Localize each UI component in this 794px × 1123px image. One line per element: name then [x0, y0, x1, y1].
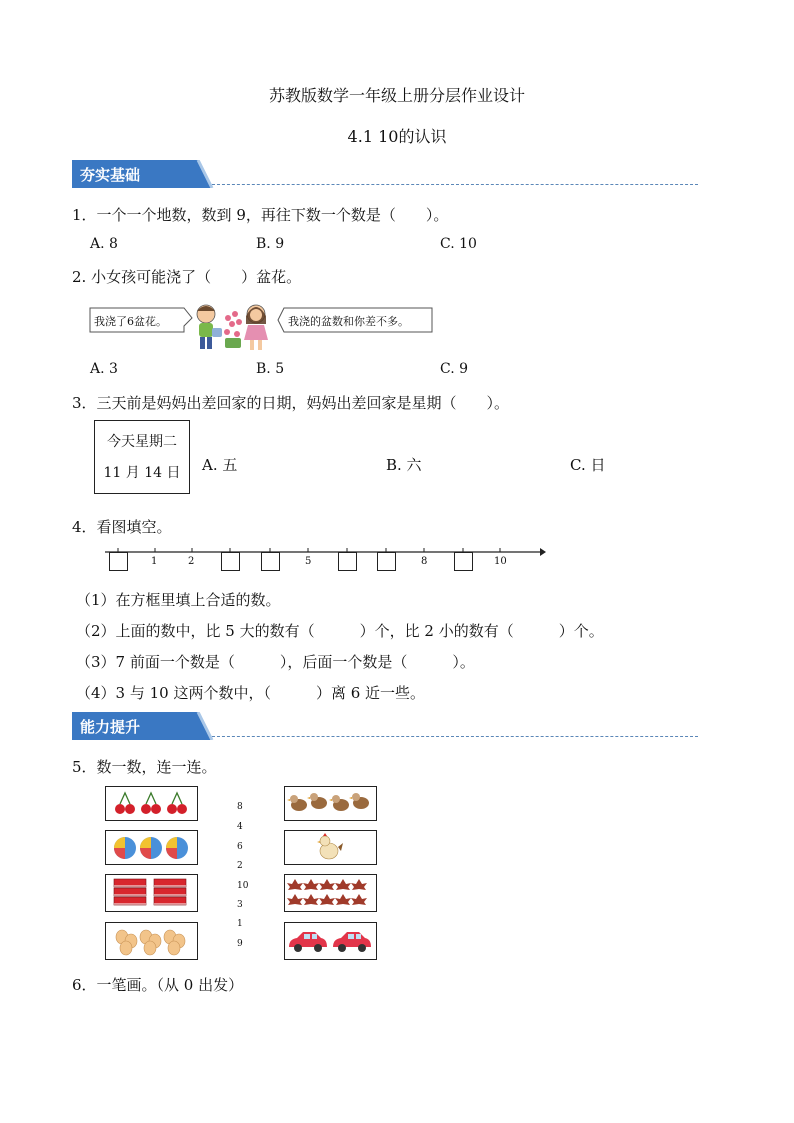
ball-icon [106, 831, 196, 863]
section-banner-advanced [72, 712, 212, 740]
number-line-tick-5: 5 [305, 556, 312, 567]
section-banner-basic [72, 160, 212, 188]
q4-sub-4: （4）3 与 10 这两个数中，（ ）离 6 近一些。 [76, 684, 426, 702]
number-line-blank-box[interactable] [109, 552, 128, 571]
section-title-basic: 夯实基础 [80, 166, 141, 184]
picture-birds[interactable] [284, 786, 377, 821]
q4-sub-2: （2）上面的数中，比 5 大的数有（ ）个，比 2 小的数有（ ）个。 [76, 622, 604, 640]
match-number[interactable]: 10 [237, 881, 249, 891]
q2-option-c: C. 9 [440, 361, 469, 377]
maple-leaf-icon [285, 875, 375, 910]
picture-chicken[interactable] [284, 830, 377, 865]
match-number[interactable]: 1 [237, 919, 243, 929]
q3-option-a: A. 五 [202, 456, 238, 474]
question-1: 1．一个一个地数，数到 9，再往下数一个数是（ ）。 [72, 206, 449, 224]
book-stack-icon [106, 875, 196, 910]
number-line-tick-1: 1 [151, 556, 158, 567]
question-4: 4．看图填空。 [72, 518, 172, 536]
q2-illustration [88, 300, 438, 355]
match-number[interactable]: 8 [237, 802, 243, 812]
q3-option-c: C. 日 [570, 456, 606, 474]
number-line-tick-10: 10 [494, 556, 507, 567]
bird-icon [285, 787, 375, 819]
match-number[interactable]: 3 [237, 900, 243, 910]
question-5: 5．数一数，连一连。 [72, 758, 217, 776]
page-title: 苏教版数学一年级上册分层作业设计 [268, 86, 525, 105]
question-2: 2. 小女孩可能浇了（ ）盆花。 [72, 268, 302, 286]
question-3: 3．三天前是妈妈出差回家的日期，妈妈出差回家是星期（ ）。 [72, 394, 510, 412]
question-6: 6．一笔画。（从 0 出发） [72, 976, 244, 994]
q3-calendar-weekday: 今天星期二 [107, 434, 177, 450]
q2-option-a: A. 3 [90, 361, 118, 377]
q3-calendar-box [94, 420, 190, 494]
number-line-tick-8: 8 [421, 556, 428, 567]
chicken-icon [285, 831, 375, 863]
q2-bubble-girl: 我浇的盆数和你差不多。 [288, 315, 409, 328]
match-number[interactable]: 4 [237, 822, 243, 832]
cherries-icon [106, 787, 196, 819]
section-divider [212, 184, 698, 185]
egg-icon [106, 923, 196, 958]
q1-option-b: B. 9 [256, 236, 285, 252]
q1-option-a: A. 8 [90, 236, 118, 252]
q4-sub-1: （1）在方框里填上合适的数。 [76, 591, 281, 609]
match-number[interactable]: 6 [237, 842, 243, 852]
picture-eggs[interactable] [105, 922, 198, 960]
number-line-blank-box[interactable] [221, 552, 240, 571]
section-divider [212, 736, 698, 737]
number-line-blank-box[interactable] [338, 552, 357, 571]
number-line-blank-box[interactable] [454, 552, 473, 571]
picture-cherries[interactable] [105, 786, 198, 821]
match-number[interactable]: 2 [237, 861, 243, 871]
number-line-tick-2: 2 [188, 556, 195, 567]
q4-sub-3: （3）7 前面一个数是（ ），后面一个数是（ ）。 [76, 653, 475, 671]
q3-calendar-date: 11 月 14 日 [103, 465, 181, 481]
picture-balls[interactable] [105, 830, 198, 865]
match-number[interactable]: 9 [237, 939, 243, 949]
picture-books[interactable] [105, 874, 198, 912]
page-subtitle: 4.1 10的认识 [347, 127, 447, 146]
number-line-blank-box[interactable] [377, 552, 396, 571]
q2-bubble-boy: 我浇了6盆花。 [94, 315, 167, 328]
picture-cars[interactable] [284, 922, 377, 960]
picture-leaves[interactable] [284, 874, 377, 912]
car-icon [285, 923, 375, 958]
q3-option-b: B. 六 [386, 456, 422, 474]
section-title-advanced: 能力提升 [80, 718, 141, 736]
number-line-blank-box[interactable] [261, 552, 280, 571]
q2-option-b: B. 5 [256, 361, 285, 377]
q4-number-line [100, 540, 550, 580]
number-line-axis [100, 540, 550, 580]
q1-option-c: C. 10 [440, 236, 477, 252]
